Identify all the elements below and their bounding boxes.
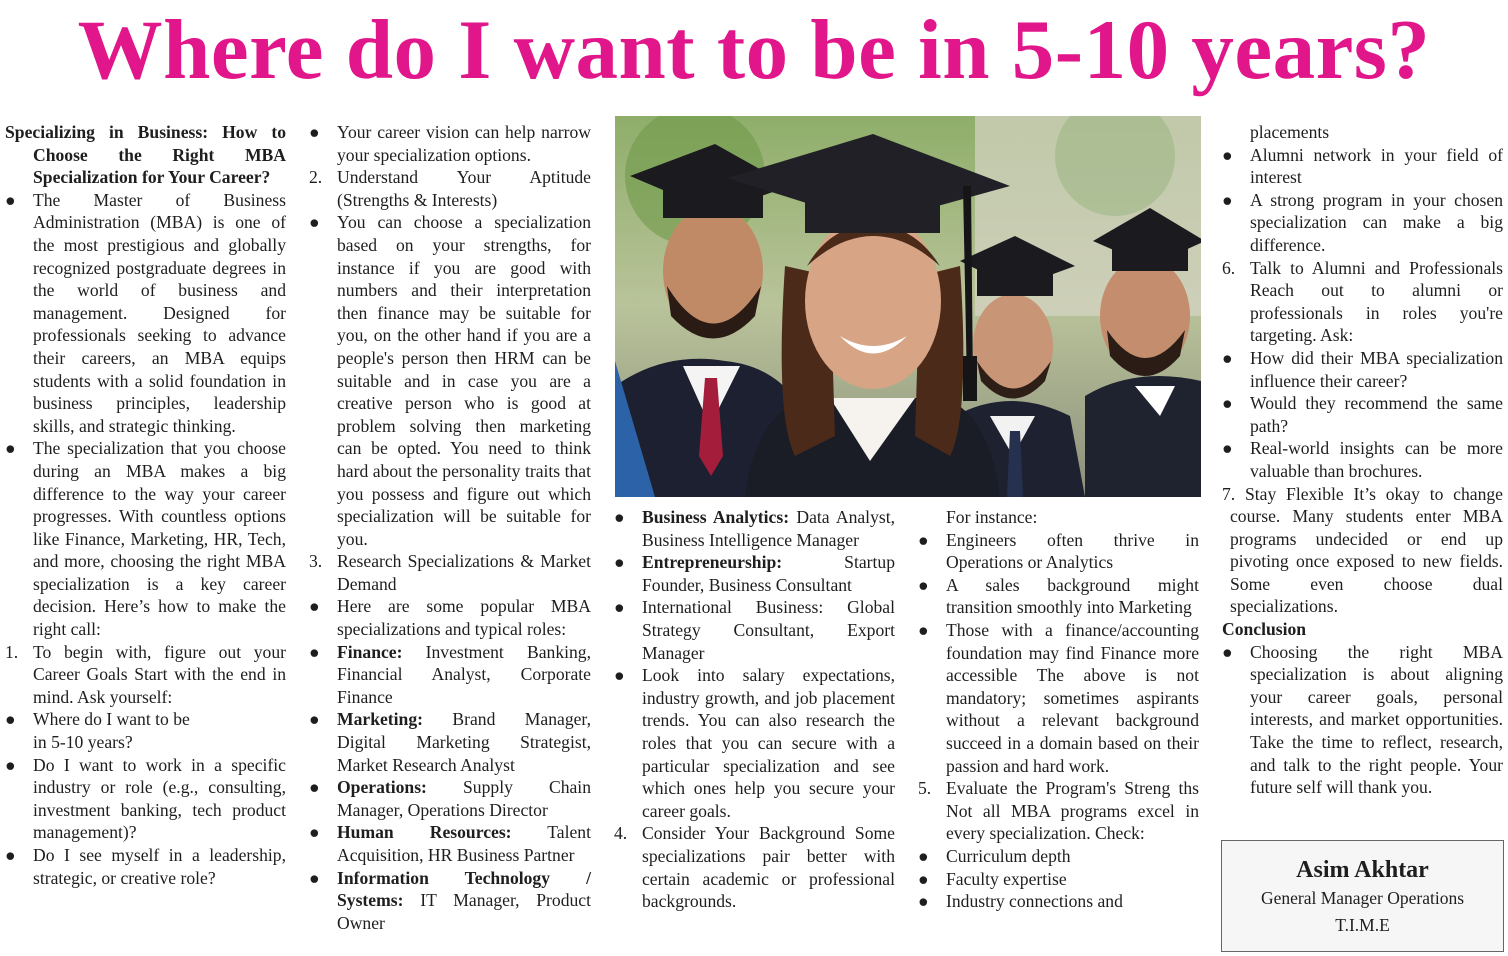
specialization-roles: Data Analyst, Business Intelligence Manager (642, 507, 895, 550)
bullet-item (1222, 437, 1503, 482)
bullet-icon: ● (5, 754, 16, 775)
bullet-text: A sales background might transition smoothly into Marketing (946, 574, 1199, 618)
bullet-icon: ● (614, 552, 625, 573)
conclusion-heading: Conclusion (1222, 619, 1307, 640)
bullet-icon: ● (5, 438, 16, 459)
bullet-text: Do I see myself in a leadership, strategic, or creative role? (33, 845, 286, 888)
numbered-text: Consider Your Background Some specializations pair better with certain academic or professional backgrounds. (642, 823, 895, 912)
bullet-text: Curriculum depth (946, 845, 1071, 866)
numbered-text: Evaluate the Program's Streng ths Not all MBA programs excel in every specialization. Check: (946, 778, 1199, 844)
specialization-hr (309, 821, 591, 866)
numbered-item (5, 641, 286, 709)
bullet-icon: ● (1222, 438, 1233, 459)
numbered-item (309, 166, 591, 211)
list-number: 2. (309, 167, 323, 188)
column-3 (614, 506, 895, 913)
bullet-item (5, 437, 286, 640)
specialization-operations (309, 776, 591, 821)
bullet-text: You can choose a specialization based on your strengths, for instance if you are good with numbers and their interpretation then finance may be suitable for you, on the other hand if you are a people's person then HRM can be suitable and in case you are a creative person who is good at problem solving then marketing can be opted. You need to think hard about the personality traits that you possess and figure out which specialization will be suitable for you. (337, 212, 591, 549)
bullet-item (5, 844, 286, 889)
bullet-item (5, 189, 286, 438)
author-org: T.I.M.E (1335, 915, 1390, 935)
bullet-text: How did their MBA specialization influence their career? (1250, 347, 1503, 391)
bullet-icon: ● (5, 845, 16, 865)
bullet-icon: ● (918, 845, 929, 866)
instance-intro: For instance: (946, 507, 1038, 527)
bullet-text: Your career vision can help narrow your specialization options. (337, 122, 591, 165)
bullet-item (5, 708, 286, 753)
bullet-icon: ● (614, 597, 625, 618)
bullet-icon: ● (309, 212, 320, 233)
specialization-roles: Supply Chain Manager, Operations Director (337, 777, 591, 820)
specialization-roles: Investment Banking, Financial Analyst, Corporate Finance (337, 641, 591, 707)
bullet-icon: ● (918, 868, 929, 889)
column-2 (309, 121, 591, 934)
bullet-text: Here are some popular MBA specializations and typical roles: (337, 596, 591, 640)
numbered-text: To begin with, figure out your Career Goals Start with the end in mind. Ask yourself: (33, 641, 286, 707)
list-number: 6. (1222, 257, 1236, 278)
specialization-business-analytics (614, 506, 895, 551)
bullet-icon: ● (1222, 641, 1233, 662)
headline: Where do I want to be in 5-10 years? (77, 3, 1431, 97)
numbered-item (309, 550, 591, 595)
bullet-item (918, 845, 1199, 868)
bullet-text: Where do I want to be (33, 709, 190, 730)
specialization-finance (309, 641, 591, 709)
bullet-text: The specialization that you choose during an MBA makes a big difference to the way your career progresses. With countless options like Finance, Marketing, HR, Tech, and more, choosing the right MBA specialization is a key career decision. Here’s how to make the right call: (33, 438, 286, 640)
specialization-label: Information Technology / Systems: (337, 867, 591, 911)
column-1 (5, 121, 286, 889)
numbered-text: Talk to Alumni and Professionals Reach out to alumni or professionals in roles you're targeting. Ask: (1250, 257, 1503, 346)
graduates-illustration (615, 116, 1201, 497)
numbered-item: 7. Stay Flexible It’s okay to change course. Many students enter MBA programs undecided or end up pivoting once exposed to new fields. Some even choose dual specializations. (1222, 483, 1503, 617)
bullet-text: Alumni network in your field of interest (1250, 144, 1503, 188)
bullet-item (918, 619, 1199, 777)
bullet-icon: ● (309, 777, 320, 798)
article-subheading: Specializing in Business: How to Choose the Right MBA Specialization for Your Career? (5, 122, 286, 188)
column-4 (918, 506, 1199, 913)
bullet-item (309, 211, 591, 550)
bullet-icon: ● (1222, 393, 1233, 414)
specialization-international-business (614, 596, 895, 664)
column-5 (1222, 121, 1503, 799)
specialization-marketing (309, 708, 591, 776)
bullet-icon: ● (5, 709, 16, 730)
bullet-text: Faculty expertise (946, 868, 1067, 889)
bullet-text: Would they recommend the same path? (1250, 393, 1503, 436)
bullet-icon: ● (918, 529, 929, 550)
bullet-text: Engineers often thrive in Operations or Analytics (946, 529, 1199, 573)
bullet-text: Do I want to work in a specific industry or role (e.g., consulting, investment banking, tech product management)? (33, 754, 286, 843)
bullet-item (918, 890, 1199, 913)
bullet-item (1222, 641, 1503, 799)
bullet-icon: ● (5, 189, 16, 210)
bullet-item (614, 664, 895, 822)
bullet-icon: ● (614, 507, 625, 527)
bullet-icon: ● (1222, 347, 1233, 368)
bullet-icon: ● (614, 665, 625, 686)
bullet-icon: ● (309, 709, 320, 730)
bullet-icon: ● (1222, 189, 1233, 210)
bullet-text: A strong program in your chosen specialization can make a big difference. (1250, 189, 1503, 255)
bullet-icon: ● (309, 867, 320, 888)
bullet-item (918, 574, 1199, 619)
specialization-label: Human Resources: (337, 822, 512, 843)
bullet-icon: ● (309, 596, 320, 617)
bullet-icon: ● (309, 822, 320, 843)
specialization-roles: Brand Manager, Digital Marketing Strategist, Market Research Analyst (337, 709, 591, 775)
specialization-entrepreneurship (614, 551, 895, 596)
bullet-text: Choosing the right MBA specialization is about aligning your career goals, personal interests, and market opportunities. Take the time to reflect, research, and talk to the right people. Your future self will thank you. (1250, 641, 1503, 798)
bullet-icon: ● (918, 891, 929, 912)
specialization-label: Finance: (337, 641, 403, 662)
bullet-icon: ● (309, 641, 320, 662)
specialization-roles: Startup Founder, Business Consultant (642, 552, 895, 595)
list-number: 1. (5, 641, 19, 662)
specialization-label: Entrepreneurship: (642, 552, 783, 573)
bullet-text: International Business: Global Strategy Consultant, Export Manager (642, 597, 895, 663)
specialization-label: Operations: (337, 777, 427, 798)
graduates-photo (615, 116, 1201, 497)
bullet-item (309, 121, 591, 166)
bullet-item (918, 529, 1199, 574)
bullet-icon: ● (918, 574, 929, 595)
specialization-label: Marketing: (337, 709, 423, 730)
bullet-icon: ● (918, 619, 929, 640)
author-box (1221, 840, 1504, 952)
author-name: Asim Akhtar (1296, 857, 1429, 883)
list-number: 5. (918, 778, 932, 799)
bullet-icon: ● (1222, 144, 1233, 165)
bullet-text: Look into salary expectations, industry growth, and job placement trends. You can also research the roles that you can secure with a particular specialization and see which ones help you secure your career goals. (642, 665, 895, 821)
list-number: 4. (614, 823, 628, 844)
bullet-item (309, 595, 591, 640)
specialization-label: Business Analytics: (642, 507, 790, 527)
bullet-item (1222, 189, 1503, 257)
numbered-item (614, 822, 895, 912)
specialization-it (309, 867, 591, 935)
specialization-roles: IT Manager, Product Owner (337, 890, 591, 933)
bullet-item (918, 868, 1199, 891)
bullet-text: Real-world insights can be more valuable than brochures. (1250, 438, 1503, 481)
bullet-item (1222, 392, 1503, 437)
list-number: 3. (309, 551, 323, 572)
bullet-icon: ● (309, 122, 320, 142)
numbered-text: Understand Your Aptitude (Strengths & Interests) (337, 167, 591, 210)
bullet-item (1222, 347, 1503, 392)
bullet-text: The Master of Business Administration (MBA) is one of the most prestigious and globally recognized postgraduate degrees in the world of business and management. Designed for professionals seeking to advance their careers, an MBA equips students with a solid foundation in business principles, leadership skills, and strategic thinking. (33, 189, 286, 436)
specialization-roles: Talent Acquisition, HR Business Partner (337, 822, 591, 865)
numbered-text: Research Specializations & Market Demand (337, 551, 591, 594)
author-title: General Manager Operations (1260, 888, 1465, 908)
numbered-item (918, 777, 1199, 845)
bullet-item (5, 754, 286, 844)
bullet-item (1222, 144, 1503, 189)
bullet-text: Industry connections and (946, 891, 1123, 912)
bullet-text: in 5-10 years? (33, 732, 133, 753)
numbered-item (1222, 257, 1503, 347)
bullet-text: Those with a finance/accounting foundation may find Finance more accessible The above is not mandatory; sometimes aspirants without a relevant background succeed in a domain based on their passion and hard work. (946, 619, 1199, 776)
continued-text: placements (1250, 122, 1330, 142)
